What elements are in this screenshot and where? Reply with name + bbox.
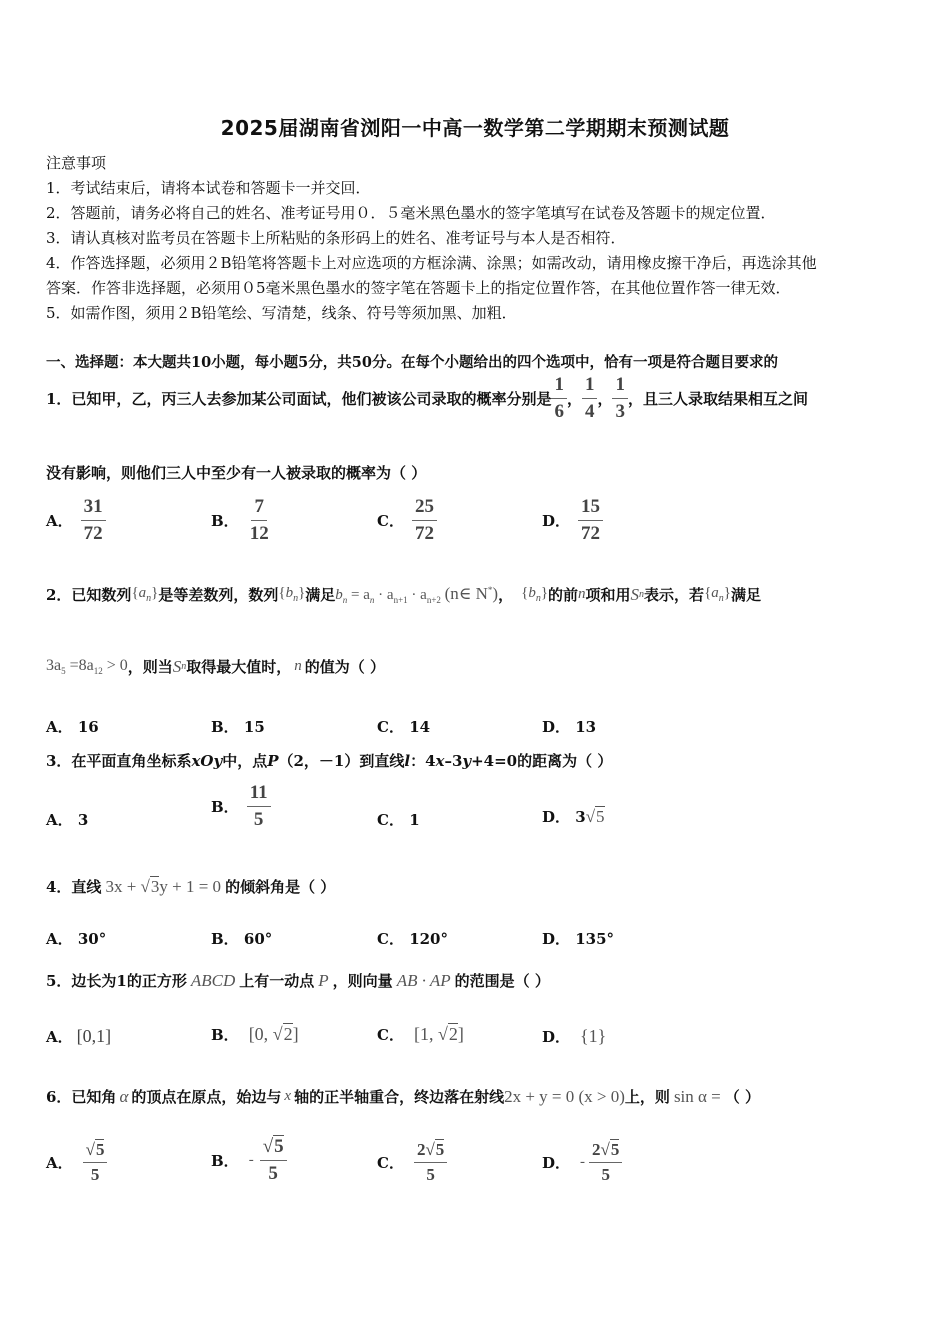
section-heading: 一、选择题：本大题共10小题，每小题5分，共50分。在每个小题给出的四个选项中，恰有一项是符合题目要求的 xyxy=(46,354,778,371)
notice-item: 3．请认真核对监考员在答题卡上所粘贴的条形码上的姓名、准考证号与本人是否相符． xyxy=(46,229,626,247)
q1-option-b[interactable]: B． $\frac{7}{12}$ xyxy=(211,496,269,544)
q6-sin: sin α = xyxy=(673,1086,721,1106)
q3-option-a[interactable]: A． 3 xyxy=(46,811,89,829)
question-1: 1．已知甲，乙，丙三人去参加某公司面试，他们被该公司录取的概率分别是 $\frac{1}{6}$ ， $\frac{1}{4}$ ， $\frac{1}{3}$ ，且三人录取结果相互之间 xyxy=(46,373,808,422)
question-2: 2．已知数列 $\{a_n\}$ 是等差数列，数列 $\{b_n\}$ 满足 $b_n = a_n \cdot a_{n+1} \cdot a_{n+2}$ (n∈ N*) ， $\{b_n\}$ 的前 n 项和用 S n 表示，若 $\{a_n\}$ 满足 xyxy=(46,584,761,605)
q6-option-a[interactable]: A． $\frac{√5}{5}$ xyxy=(46,1140,107,1184)
q6-ray-formula: 2x + y = 0 (x > 0) xyxy=(504,1086,625,1106)
q3-option-d[interactable]: D． 3√5 xyxy=(542,807,605,826)
q5-option-b[interactable]: B． [0, √2] xyxy=(211,1024,299,1044)
question-3: 3．在平面直角坐标系xOy中，点P（2，－1）到直线l：4x–3y+4=0的距离为（ ） xyxy=(46,752,613,770)
notice-item: 4．作答选择题，必须用２B铅笔将答题卡上对应选项的方框涂满、涂黑；如需改动，请用橡皮擦干净后，再选涂其他 xyxy=(46,254,817,272)
question-6: 6．已知角 α 的顶点在原点，始边与 x 轴的正半轴重合，终边落在射线 2x + y = 0 (x > 0) 上，则 sin α = （ ） xyxy=(46,1086,761,1106)
q1-text: ，且三人录取结果相互之间 xyxy=(627,389,808,408)
q2-formula: $b_n = a_n \cdot a_{n+1} \cdot a_{n+2}$ (n∈ N*) xyxy=(335,584,499,605)
q6-option-b[interactable]: B． - $\frac{√5}{5}$ xyxy=(211,1136,287,1185)
q1-text: 1．已知甲，乙，丙三人去参加某公司面试，他们被该公司录取的概率分别是 xyxy=(46,389,552,408)
q2-option-a[interactable]: A． 16 xyxy=(46,718,99,736)
q6-option-d[interactable]: D． - $\frac{2√5}{5}$ xyxy=(542,1140,622,1184)
q1-prob-1: $\frac{1}{6}$ xyxy=(551,374,567,423)
q5-option-d[interactable]: D． {1} xyxy=(542,1026,607,1046)
q1-option-d[interactable]: D． $\frac{15}{72}$ xyxy=(542,496,603,545)
q3-option-c[interactable]: C． 1 xyxy=(377,811,420,829)
q4-option-b[interactable]: B． 60° xyxy=(211,930,273,948)
page-title: 2025届湖南省浏阳一中高一数学第二学期期末预测试题 xyxy=(220,116,730,140)
q4-formula: 3x + √3y + 1 = 0 xyxy=(105,876,222,896)
notice-item: 答案．作答非选择题，必须用０5毫米黑色墨水的签字笔在答题卡上的指定位置作答，在其他位置作答一律无效． xyxy=(46,279,791,297)
q5-option-c[interactable]: C． [1, √2] xyxy=(377,1024,464,1044)
question-4: 4．直线 3x + √3y + 1 = 0 的倾斜角是（ ） xyxy=(46,876,336,896)
q1-prob-2: $\frac{1}{4}$ xyxy=(582,374,598,423)
q1-prob-3: $\frac{1}{3}$ xyxy=(612,374,628,423)
q6-option-c[interactable]: C． $\frac{2√5}{5}$ xyxy=(377,1140,447,1184)
q3-option-b[interactable]: B． $\frac{11}{5}$ xyxy=(211,782,271,831)
q4-option-c[interactable]: C． 120° xyxy=(377,930,448,948)
q5-option-a[interactable]: A． [0,1] xyxy=(46,1026,112,1046)
q1-text: 没有影响，则他们三人中至少有一人被录取的概率为（ ） xyxy=(46,464,427,482)
q4-option-a[interactable]: A． 30° xyxy=(46,930,107,948)
q2-option-d[interactable]: D． 13 xyxy=(542,718,597,736)
question-5: 5．边长为1的正方形 ABCD 上有一动点 P ，则向量 AB · AP 的范围是（ ） xyxy=(46,970,550,990)
notice-item: 5．如需作图，须用２B铅笔绘、写清楚，线条、符号等须加黑、加粗． xyxy=(46,304,517,322)
q2-option-b[interactable]: B． 15 xyxy=(211,718,265,736)
q2-condition: $3a_5 =8a_{12} > 0$ xyxy=(46,656,128,677)
q1-option-c[interactable]: C． $\frac{25}{72}$ xyxy=(377,496,437,545)
notice-heading: 注意事项 xyxy=(46,154,107,172)
q1-option-a[interactable]: A． $\frac{31}{72}$ xyxy=(46,496,106,545)
q4-option-d[interactable]: D． 135° xyxy=(542,930,615,948)
notice-item: 2．答题前，请务必将自己的姓名、准考证号用０．５毫米黑色墨水的签字笔填写在试卷及答题卡的规定位置． xyxy=(46,204,776,222)
q2-option-c[interactable]: C． 14 xyxy=(377,718,431,736)
q2-text-2: $3a_5 =8a_{12} > 0$ ，则当 S n 取得最大值时， n 的值为（ ） xyxy=(46,656,386,677)
notice-item: 1．考试结束后，请将本试卷和答题卡一并交回． xyxy=(46,179,371,197)
